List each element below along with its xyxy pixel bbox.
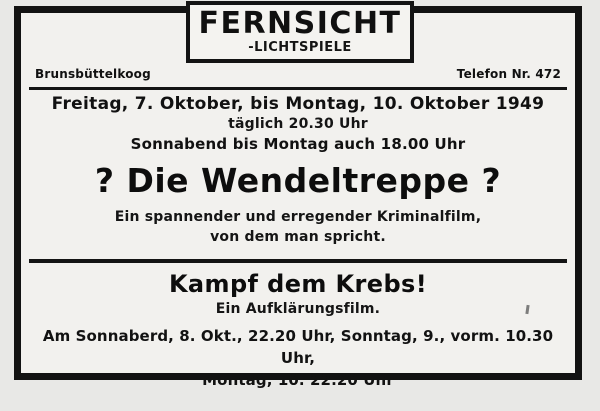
second-film-times-line2: Montag, 10. 22.20 Uhr	[202, 371, 394, 389]
main-film-description-line1: Ein spannender und erregender Kriminalfilm,	[114, 209, 482, 225]
main-programme-extra-time: Sonnabend bis Montag auch 18.00 Uhr	[130, 135, 466, 153]
main-programme-dates: Freitag, 7. Oktober, bis Montag, 10. Oktober 1949	[51, 94, 545, 114]
cinema-location: Brunsbüttelkoog	[35, 67, 151, 81]
cinema-subtitle: -LICHTSPIELE	[248, 40, 352, 55]
cinema-phone: Telefon Nr. 472	[456, 67, 561, 81]
divider-top	[29, 87, 567, 90]
divider-middle	[29, 259, 567, 263]
main-programme-daily-time: täglich 20.30 Uhr	[228, 116, 368, 132]
main-film-description-line2: von dem man spricht.	[210, 229, 386, 245]
main-programme-block	[31, 91, 565, 247]
advert-frame	[14, 6, 582, 389]
cinema-name-box	[186, 1, 414, 63]
second-film-description: Ein Aufklärungsfilm.	[215, 301, 381, 317]
second-film-title: Kampf dem Krebs!	[168, 270, 428, 298]
cinema-name: FERNSICHT	[198, 6, 402, 41]
second-film-times-line1: Am Sonnaberd, 8. Okt., 22.20 Uhr, Sonntag, 9., vorm. 10.30 Uhr,	[42, 327, 554, 367]
advert-header-row	[35, 67, 561, 85]
second-programme-block	[31, 265, 565, 391]
advert-inner	[21, 6, 575, 389]
main-film-title: ? Die Wendeltreppe ?	[94, 161, 502, 200]
